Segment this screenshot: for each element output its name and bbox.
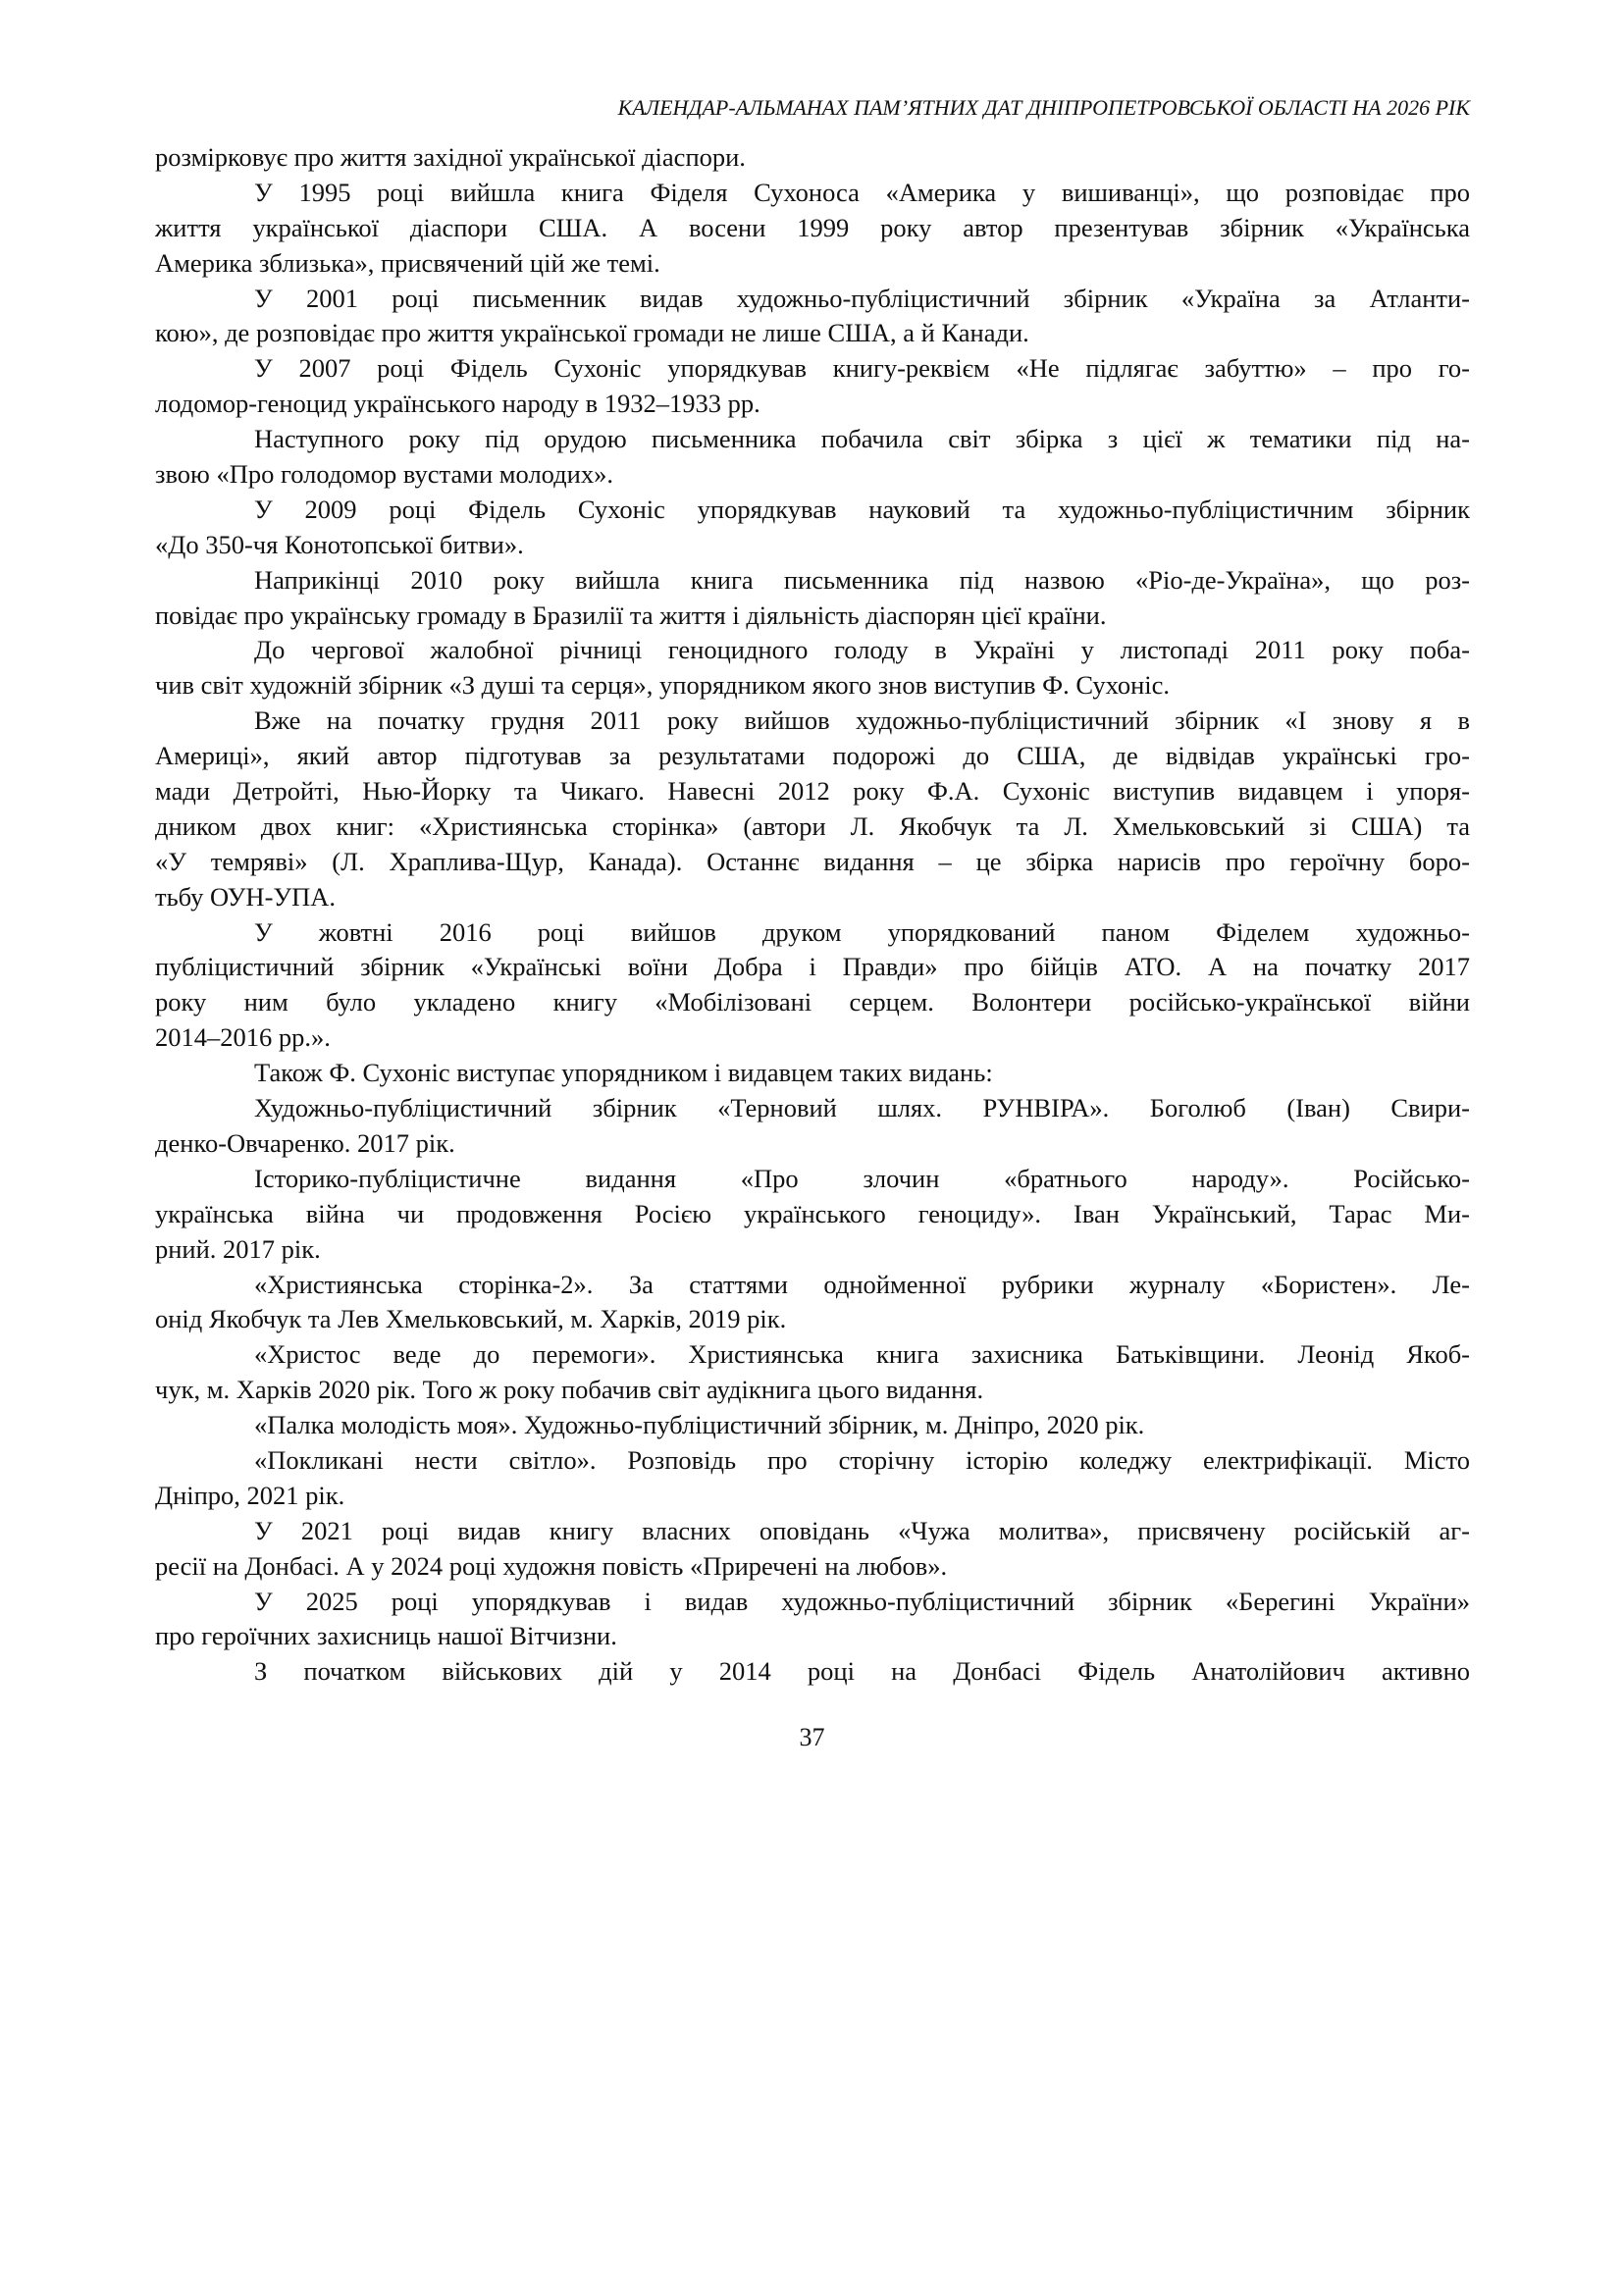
text-line: повідає про українську громаду в Бразилії та життя і діяльність діаспорян цієї країни. — [155, 600, 1107, 630]
text-line: дником двох книг: «Християнська сторінка» (автори Л. Якобчук та Л. Хмельковський зі США) та — [155, 810, 1470, 841]
text-line: «До 350-чя Конотопської битви». — [155, 529, 524, 559]
text-line: лодомор-геноцид українського народу в 1932–1933 рр. — [155, 389, 760, 419]
text-line: публіцистичний збірник «Українські воїни Добра і Правди» про бійців АТО. А на початку 2017 — [155, 952, 1470, 982]
paragraph-first-line: «Покликані нести світло». Розповідь про сторічну історію коледжу електрифікації. Місто — [254, 1444, 1470, 1475]
text-line: мади Детройті, Нью-Йорку та Чикаго. Навесні 2012 року Ф.А. Сухоніс виступив видавцем і упоря- — [155, 776, 1470, 807]
text-line: Дніпро, 2021 рік. — [155, 1480, 345, 1510]
text-line: чив світ художній збірник «З душі та серця», упорядником якого знов виступив Ф. Сухоніс. — [155, 670, 1171, 701]
paragraph-first-line: «Палка молодість моя». Художньо-публіцистичний збірник, м. Дніпро, 2020 рік. — [254, 1410, 1145, 1440]
text-line: тьбу ОУН-УПА. — [155, 881, 337, 912]
text-line: про героїчних захисниць нашої Вітчизни. — [155, 1621, 617, 1651]
text-line: українська війна чи продовження Росією українського геноциду». Іван Український, Тарас Ми- — [155, 1198, 1470, 1228]
text-line: Америка зблизька», присвячений цій же темі. — [155, 247, 660, 278]
paragraph-first-line: До чергової жалобної річниці геноцидного голоду в Україні у листопаді 2011 року поба- — [254, 635, 1470, 665]
text-line: 2014–2016 рр.». — [155, 1022, 331, 1053]
paragraph-first-line: У 2021 році видав книгу власних оповідань «Чужа молитва», присвячену російській аг- — [254, 1515, 1470, 1545]
paragraph-first-line: У 1995 році вийшла книга Фіделя Сухоноса «Америка у вишиванці», що розповідає про — [254, 177, 1470, 207]
paragraph-first-line: У 2007 році Фідель Сухоніс упорядкував книгу-реквієм «Не підлягає забуттю» – про го- — [254, 353, 1470, 384]
paragraph-first-line: У 2009 році Фідель Сухоніс упорядкував науковий та художньо-публіцистичним збірник — [254, 494, 1470, 524]
text-line: «У темряві» (Л. Храплива-Щур, Канада). Останнє видання – це збірка нарисів про героїчну боро- — [155, 846, 1470, 876]
paragraph-first-line: Художньо-публіцистичний збірник «Терновий шлях. РУНВІРА». Боголюб (Іван) Свири- — [254, 1093, 1470, 1123]
text-line: життя української діаспори США. А восени 1999 року автор презентував збірник «Українська — [155, 212, 1470, 242]
text-line: кою», де розповідає про життя української громади не лише США, а й Канади. — [155, 318, 1029, 348]
text-line: рний. 2017 рік. — [155, 1233, 321, 1264]
paragraph-first-line: «Христос веде до перемоги». Християнська книга захисника Батьківщини. Леонід Якоб- — [254, 1339, 1470, 1370]
paragraph-first-line: Наступного року під орудою письменника побачила світ збірка з цієї ж тематики під на- — [254, 424, 1470, 454]
paragraph-first-line: Наприкінці 2010 року вийшла книга письменника під назвою «Ріо-де-Україна», що роз- — [254, 564, 1470, 595]
text-line: Америці», який автор підготував за результатами подорожі до США, де відвідав українські гро- — [155, 741, 1470, 771]
paragraph-first-line: У 2025 році упорядкував і видав художньо-публіцистичний збірник «Берегині України» — [254, 1586, 1470, 1616]
text-line: онід Якобчук та Лев Хмельковський, м. Харків, 2019 рік. — [155, 1304, 787, 1334]
text-line: звою «Про голодомор вустами молодих». — [155, 459, 613, 490]
paragraph-first-line: Історико-публіцистичне видання «Про злочин «братнього народу». Російсько- — [254, 1163, 1470, 1193]
page-number: 37 — [799, 1723, 825, 1751]
text-line: року ним було укладено книгу «Мобілізовані серцем. Волонтери російсько-української війни — [155, 987, 1470, 1017]
paragraph-first-line: Вже на початку грудня 2011 року вийшов художньо-публіцистичний збірник «І знову я в — [254, 705, 1470, 736]
text-line: розмірковує про життя західної української діаспори. — [155, 142, 746, 172]
paragraph-first-line: Також Ф. Сухоніс виступає упорядником і видавцем таких видань: — [254, 1058, 993, 1088]
running-header: КАЛЕНДАР-АЛЬМАНАХ ПАМ’ЯТНИХ ДАТ ДНІПРОПЕТРОВСЬКОЇ ОБЛАСТІ НА 2026 РІК — [617, 95, 1470, 120]
paragraph-first-line: З початком військових дій у 2014 році на Донбасі Фідель Анатолійович активно — [254, 1656, 1470, 1687]
text-line: денко-Овчаренко. 2017 рік. — [155, 1127, 455, 1158]
paragraph-first-line: У жовтні 2016 році вийшов друком упорядкований паном Фіделем художньо- — [254, 916, 1470, 947]
text-line: ресії на Донбасі. А у 2024 році художня повість «Приречені на любов». — [155, 1550, 948, 1581]
paragraph-first-line: «Християнська сторінка-2». За статтями однойменної рубрики журналу «Бористен». Ле- — [254, 1269, 1470, 1299]
text-line: чук, м. Харків 2020 рік. Того ж року побачив світ аудікнига цього видання. — [155, 1375, 984, 1405]
paragraph-first-line: У 2001 році письменник видав художньо-публіцистичний збірник «Україна за Атланти- — [254, 283, 1470, 313]
body-text — [155, 140, 1470, 1690]
